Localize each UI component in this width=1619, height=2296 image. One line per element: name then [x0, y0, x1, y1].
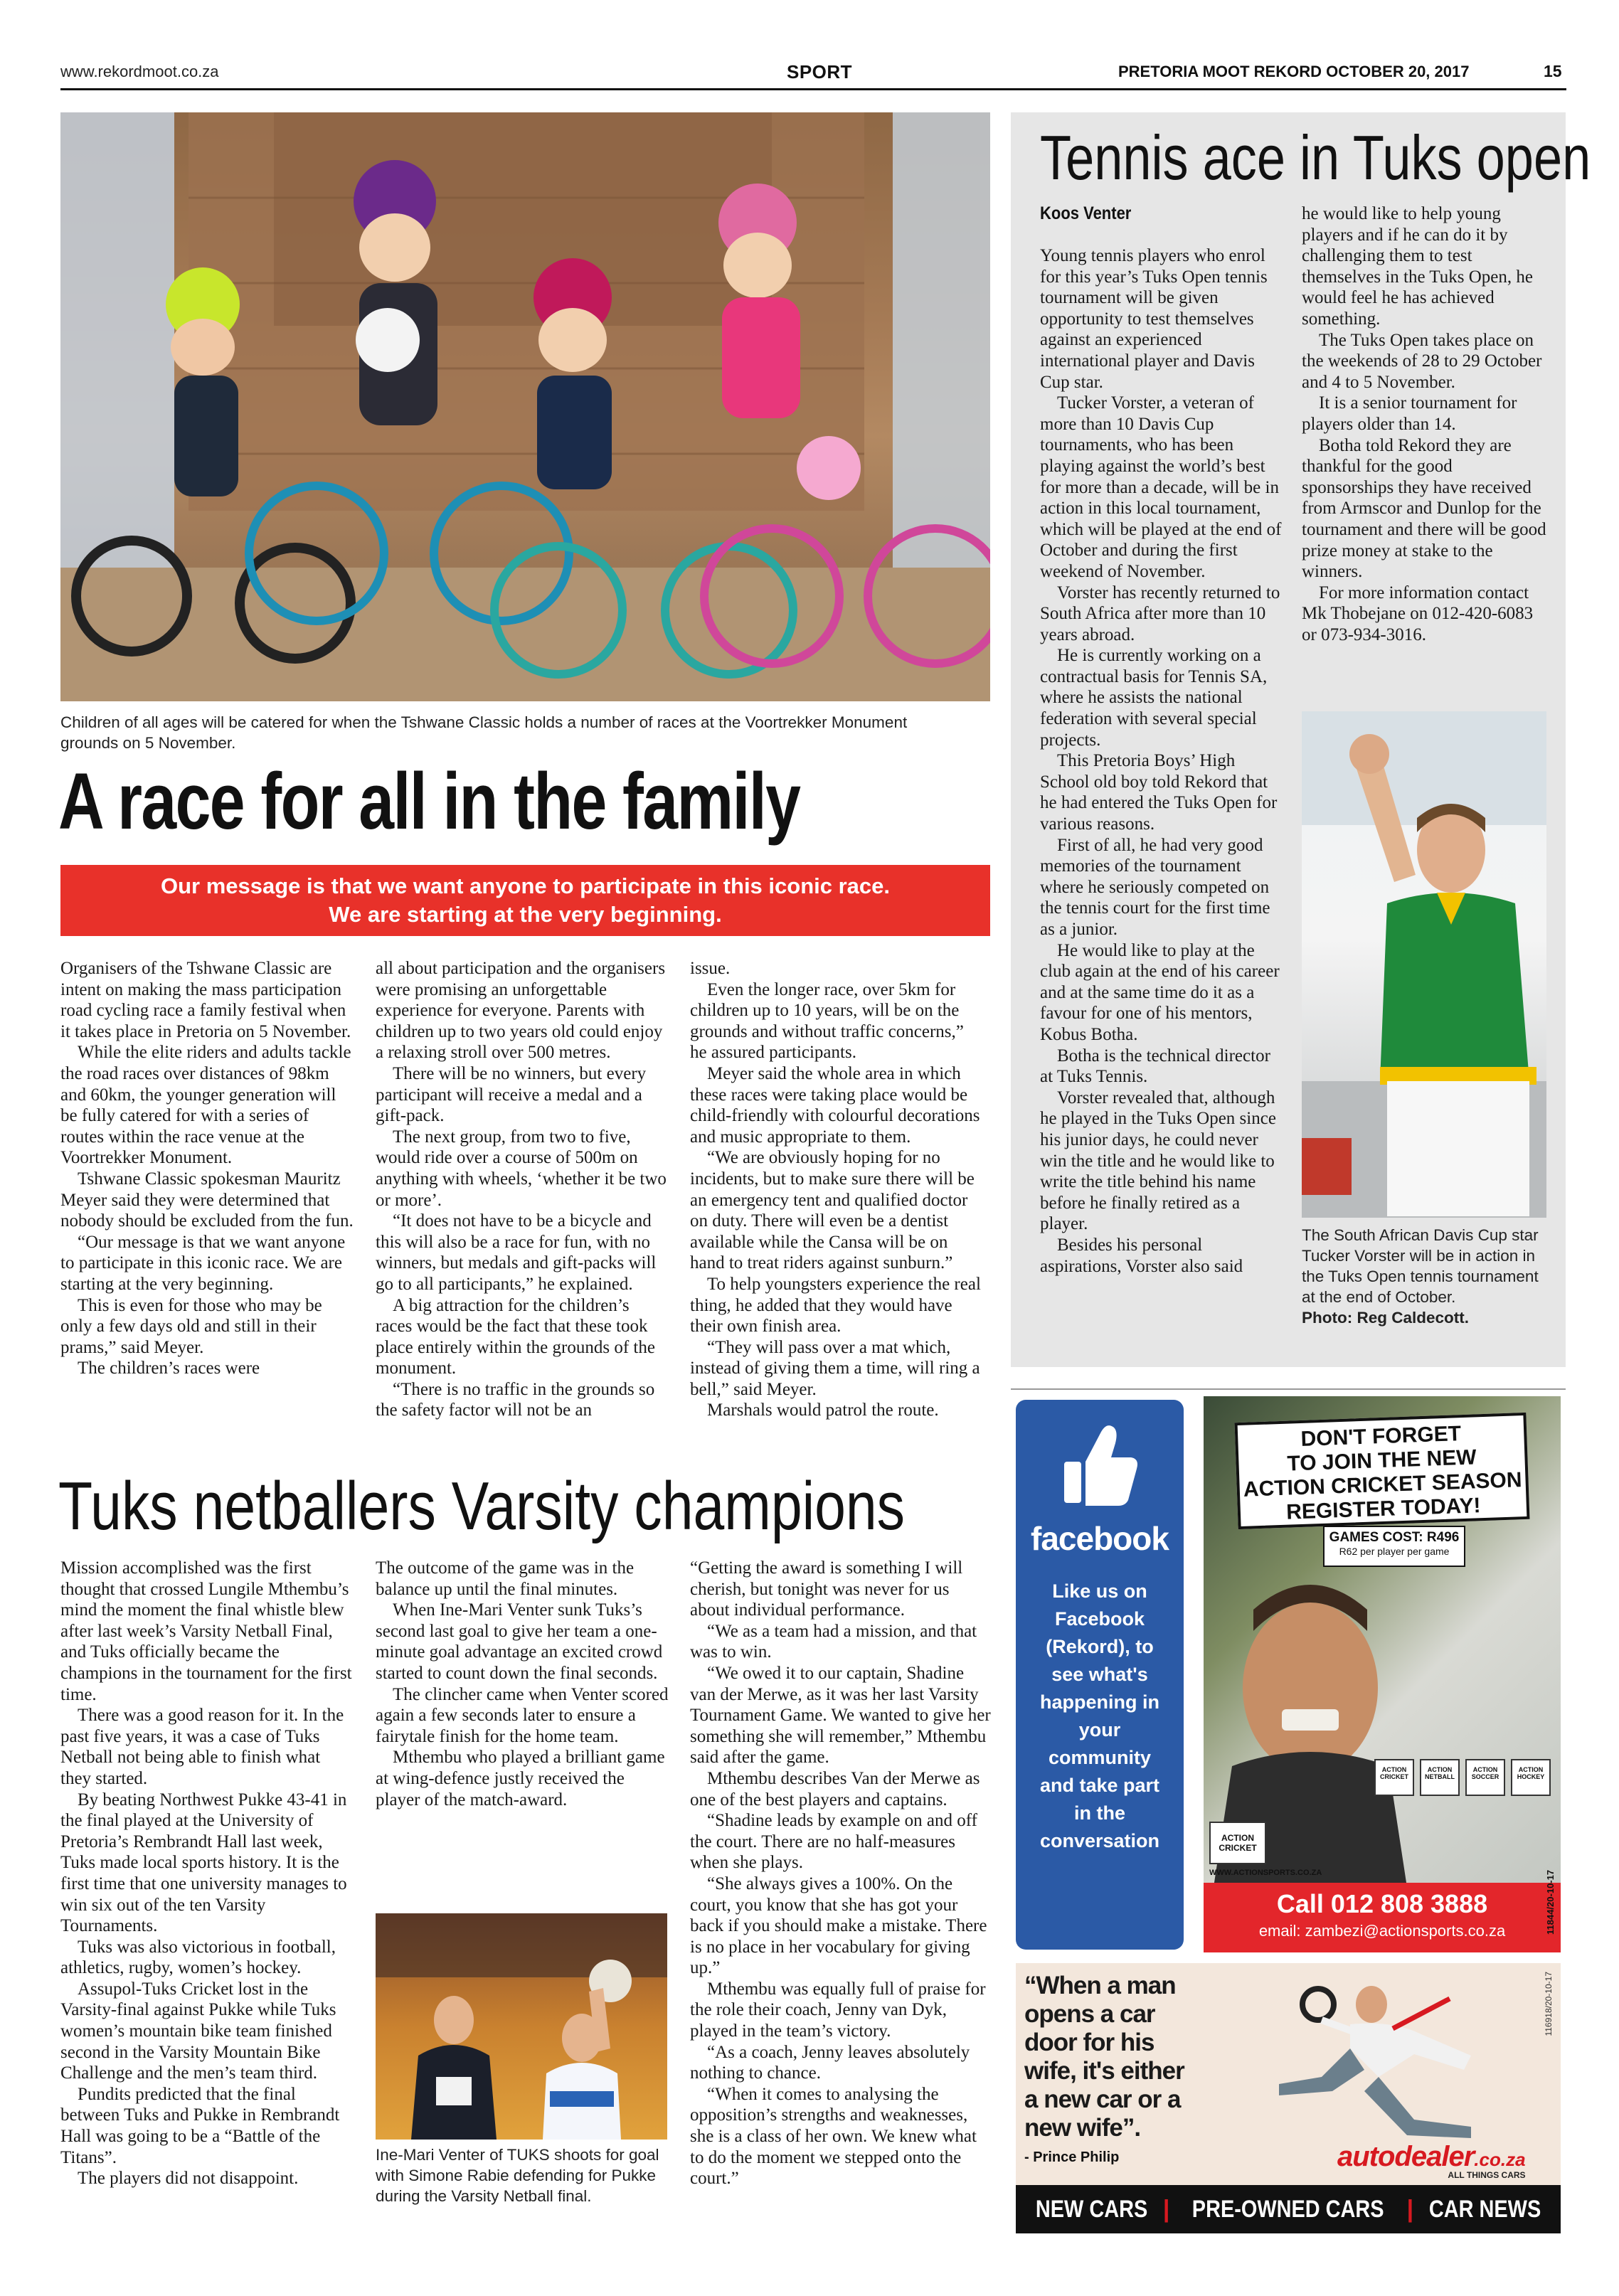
cricket-email[interactable]: email: zambezi@actionsports.co.za — [1258, 1922, 1506, 1940]
paragraph: Assupol-Tuks Cricket lost in the Varsity-final against Pukke while Tuks women’s mountain bike team finished second in the Varsity Mountain Bike Challenge and the men’s team third. — [60, 1979, 336, 2083]
paragraph: issue. — [690, 959, 731, 978]
cricket-contact-bar — [1204, 1883, 1561, 1952]
paragraph: Mthembu describes Van der Merwe as one of the best players and captains. — [690, 1768, 980, 1809]
site-url[interactable]: www.rekordmoot.co.za — [60, 63, 219, 80]
photo-credit: Photo: Reg Caldecott. — [1302, 1309, 1469, 1327]
paragraph: Marshals would patrol the route. — [707, 1401, 939, 1420]
tennis-photo-caption — [1302, 1225, 1551, 1328]
paragraph: He would like to play at the club again at the end of his career and at the same time do it as a favour for one of his mentors, Kobus Botha. — [1040, 940, 1280, 1044]
cricket-headline-line: TO JOIN THE NEW — [1286, 1445, 1477, 1476]
paragraph: While the elite riders and adults tackle the road races over distances of 98km and 60km, the younger generation will be fully catered for with a series of routes within the race venue at the Voortrekker Monument. — [60, 1043, 351, 1168]
netball-photo — [376, 1913, 667, 2140]
cricket-website[interactable]: WWW.ACTIONSPORTS.CO.ZA — [1209, 1869, 1322, 1877]
cricket-cost: GAMES COST: R496 — [1329, 1530, 1460, 1545]
paragraph: The Tuks Open takes place on the weekends of 28 to 29 October and 4 to 5 November. — [1302, 330, 1542, 392]
cricket-ad[interactable] — [1204, 1396, 1561, 1952]
race-col-2 — [376, 958, 669, 1421]
autodealer-logo-suffix: .co.za — [1474, 2149, 1526, 2170]
paragraph: Besides his personal aspirations, Vorster also said — [1040, 1235, 1243, 1276]
paragraph: Young tennis players who enrol for this year’s Tuks Open tennis tournament will be given opportunity to test themselves against an experienced international player and Davis Cup star. — [1040, 246, 1268, 392]
tennis-col-2 — [1302, 203, 1547, 645]
paragraph: “We owed it to our captain, Shadine van der Merwe, as it was her last Varsity Tournament Game. We wanted to give her something she will remember,” Mthembu said after the game. — [690, 1663, 991, 1768]
pull-quote-banner — [60, 865, 990, 936]
paragraph: “They will pass over a mat which, instead of giving them a time, will ring a bell,” said Meyer. — [690, 1337, 980, 1399]
tennis-headline: Tennis ace in Tuks open — [1040, 122, 1591, 193]
paragraph: Tshwane Classic spokesman Mauritz Meyer said they were determined that nobody should be excluded from the fun. — [60, 1169, 354, 1231]
photo-illustration — [60, 112, 990, 701]
paragraph: Organisers of the Tshwane Classic are intent on making the mass participation road cycling race a family festival when it takes place in Pretoria on 5 November. — [60, 959, 351, 1041]
netball-photo-caption: Ine-Mari Venter of TUKS shoots for goal with Simone Rabie defending for Pukke during the Varsity Netball final. — [376, 2146, 659, 2205]
paragraph: Even the longer race, over 5km for children up to 10 years, will be on the grounds and without traffic concerns,” he assured participants. — [690, 979, 964, 1063]
cricket-headline-line: DON'T FORGET — [1300, 1422, 1462, 1451]
section-name: SPORT — [787, 61, 853, 83]
facebook-ad[interactable] — [1016, 1400, 1184, 1950]
paragraph: The outcome of the game was in the balance up until the final minutes. — [376, 1558, 635, 1599]
paragraph: Botha told Rekord they are thankful for the good sponsorships they have received from Armscor and Dunlop for the tournament and there will be good prize money at stake to the winners. — [1302, 435, 1546, 582]
badge-action-soccer: ACTION SOCCER — [1465, 1759, 1505, 1796]
footer-preowned-cars[interactable]: PRE-OWNED CARS — [1192, 2195, 1384, 2223]
cycling-kids-photo — [60, 112, 990, 701]
paragraph: “When it comes to analysing the opposition’s strengths and weaknesses, she is a class of her own. We knew what to do the moment we stepped onto the court.” — [690, 2084, 977, 2189]
autodealer-quote: “When a man opens a car door for his wife, it's either a new car or a new wife”. — [1024, 1972, 1184, 2142]
paragraph: Mthembu was equally full of praise for the role their coach, Jenny van Dyk, played in the team’s victory. — [690, 1979, 986, 2041]
paragraph: The players did not disappoint. — [78, 2169, 299, 2189]
footer-divider: | — [1162, 2195, 1170, 2223]
paragraph: Mission accomplished was the first thought that crossed Lungile Mthembu’s mind the moment the final whistle blew after last week’s Varsity Netball Final, and Tuks officially became the champions in the tournament for the first time. — [60, 1558, 352, 1704]
paragraph: “It does not have to be a bicycle and this will also be a race for fun, with no winners, but medals and gift-packs will go to all participants,” he explained. — [376, 1211, 657, 1294]
paragraph: “As a coach, Jenny leaves absolutely nothing to chance. — [690, 2042, 970, 2083]
paragraph: Botha is the technical director at Tuks Tennis. — [1040, 1046, 1270, 1087]
cricket-headline-line: REGISTER TODAY! — [1285, 1494, 1482, 1524]
autodealer-tagline: ALL THINGS CARS — [1448, 2170, 1526, 2180]
netball-col-1 — [60, 1558, 354, 2189]
footer-new-cars[interactable]: NEW CARS — [1035, 2195, 1147, 2223]
ads-top-rule — [1011, 1388, 1566, 1390]
paragraph: The children’s races were — [78, 1359, 260, 1378]
tennis-col-1 — [1040, 245, 1282, 1277]
paragraph: Vorster revealed that, although he played in the Tuks Open since his junior days, he could never win the title and he would like to write the title behind his name before he finally retired as a player. — [1040, 1088, 1276, 1234]
paragraph: When Ine-Mari Venter sunk Tuks’s second last goal to give her team a one-minute goal advantage an excited crowd started to count down the final seconds. — [376, 1600, 663, 1683]
paragraph: Tucker Vorster, a veteran of more than 10 Davis Cup tournaments, who has been playing against the world’s best for more than a decade, will be in action in this local tournament, which will be played at the end of October and during the first weekend of November. — [1040, 393, 1282, 581]
paragraph: There was a good reason for it. In the past five years, it was a case of Tuks Netball not being able to finish what they started. — [60, 1706, 344, 1788]
tennis-byline: Koos Venter — [1040, 203, 1132, 223]
cricket-badges — [1374, 1759, 1552, 1796]
race-col-3 — [690, 958, 983, 1421]
paragraph: This Pretoria Boys’ High School old boy told Rekord that he had entered the Tuks Open for various reasons. — [1040, 751, 1278, 834]
cricket-phone[interactable]: Call 012 808 3888 — [1276, 1889, 1488, 1918]
header-rule — [60, 88, 1566, 90]
photo-illustration — [376, 1913, 667, 2140]
facebook-wordmark: facebook — [1031, 1520, 1169, 1557]
footer-car-news[interactable]: CAR NEWS — [1429, 2195, 1541, 2223]
thumbs-up-icon — [1057, 1418, 1142, 1510]
page-number: 15 — [1544, 62, 1562, 80]
paragraph: Meyer said the whole area in which these races were taking place would be child-friendly with colourful decorations and music appropriate to them. — [690, 1063, 980, 1147]
paragraph: It is a senior tournament for players older than 14. — [1302, 393, 1517, 434]
paragraph: Pundits predicted that the final between Tuks and Pukke in Rembrandt Hall was going to be a “Battle of the Titans”. — [60, 2084, 340, 2167]
cricket-cost-sub: R62 per player per game — [1339, 1546, 1450, 1557]
badge-action-hockey: ACTION HOCKEY — [1511, 1759, 1551, 1796]
steering-man-illustration — [1236, 1970, 1535, 2141]
paragraph: Tuks was also victorious in football, athletics, rugby, women’s hockey. — [60, 1937, 336, 1978]
pull-quote-line: We are starting at the very beginning. — [329, 902, 722, 927]
paragraph: To help youngsters experience the real thing, he added that they would have their own finish area. — [690, 1274, 981, 1336]
paragraph: By beating Northwest Pukke 43-41 in the final played at the University of Pretoria’s Rembrandt Hall last week, Tuks made local sports history. It is the first time that one university manages to win six out of the ten Varsity Tournaments. — [60, 1790, 347, 1936]
paragraph: Vorster has recently returned to South Africa after more than 10 years abroad. — [1040, 583, 1280, 644]
autodealer-logo[interactable] — [1337, 2141, 1526, 2180]
autodealer-attribution: - Prince Philip — [1024, 2149, 1120, 2165]
paragraph: “There is no traffic in the grounds so the safety factor will not be an — [376, 1379, 655, 1420]
photo-illustration — [1302, 711, 1546, 1218]
paragraph: he would like to help young players and if he can do it by challenging them to test themselves in the Tuks Open, he would feel he has achieved something. — [1302, 204, 1533, 329]
tennis-player-photo — [1302, 711, 1546, 1218]
race-col-1 — [60, 958, 354, 1379]
paragraph: For more information contact Mk Thobejane on 012-420-6083 or 073-934-3016. — [1302, 583, 1534, 644]
paragraph: “She always gives a 100%. On the court, you know that she has got your back if you should make a mistake. There is no place in her vocabulary for giving up.” — [690, 1874, 987, 1978]
action-cricket-logo: ACTION CRICKET — [1209, 1822, 1266, 1864]
paragraph: “We are obviously hoping for no incidents, but to make sure there will be an emergency tent and qualified doctor on duty. There will even be a dentist available while the Cansa will be on hand to treat riders against sunburn.” — [690, 1148, 975, 1273]
autodealer-ad-code: 116918/20-10-17 — [1544, 1972, 1554, 2036]
paragraph: The clincher came when Venter scored again a few seconds later to ensure a fairytale finish for the home team. — [376, 1684, 669, 1746]
netball-col-3 — [690, 1558, 992, 2189]
autodealer-logo-main: autodealer — [1337, 2141, 1475, 2172]
paragraph: He is currently working on a contractual basis for Tennis SA, where he assists the national federation with several special projects. — [1040, 646, 1268, 750]
paragraph: “Getting the award is something I will cherish, but tonight was never for us about individual performance. — [690, 1558, 963, 1620]
cricket-headline-line: ACTION CRICKET SEASON — [1243, 1468, 1522, 1502]
paragraph: all about participation and the organisers were promising an unforgettable experience for everyone. Parents with children up to two years old could enjoy a relaxing stroll over 500 metres. — [376, 959, 666, 1063]
footer-divider: | — [1406, 2195, 1414, 2223]
race-headline: A race for all in the family — [58, 757, 800, 846]
paragraph: There will be no winners, but every participant will receive a medal and a gift-pack. — [376, 1063, 647, 1126]
cricket-ad-code: 11844/20-10-17 — [1545, 1869, 1556, 1935]
pull-quote-line: Our message is that we want anyone to participate in this iconic race. — [160, 873, 890, 898]
badge-action-cricket: ACTION CRICKET — [1374, 1759, 1414, 1796]
paragraph: A big attraction for the children’s races would be the fact that these took place entirely within the grounds of the monument. — [376, 1295, 655, 1378]
autodealer-footer-bar — [1016, 2185, 1561, 2233]
paragraph: “We as a team had a mission, and that was to win. — [690, 1621, 977, 1662]
autodealer-ad[interactable] — [1016, 1963, 1561, 2233]
caption-text: The South African Davis Cup star Tucker Vorster will be in action in the Tuks Open tennis tournament at the end of October. — [1302, 1226, 1539, 1306]
paragraph: First of all, he had very good memories of the tournament where he seriously competed on the tennis court for the first time as a junior. — [1040, 835, 1270, 939]
paragraph: Mthembu who played a brilliant game at wing-defence justly received the player of the match-award. — [376, 1748, 665, 1809]
paragraph: “Our message is that we want anyone to participate in this iconic race. We are starting at the very beginning. — [60, 1232, 346, 1294]
paragraph: “Shadine leads by example on and off the court. There are no half-measures when she plays. — [690, 1811, 977, 1873]
facebook-ad-text: Like us on Facebook (Rekord), to see what's happening in your community and take part in the conversation — [1039, 1580, 1160, 1851]
publication-info: PRETORIA MOOT REKORD OCTOBER 20, 2017 — [1118, 63, 1470, 80]
netball-headline: Tuks netballers Varsity champions — [58, 1468, 906, 1544]
badge-action-netball: ACTION NETBALL — [1420, 1759, 1460, 1796]
netball-col-2 — [376, 1558, 669, 1810]
race-photo-caption: Children of all ages will be catered for when the Tshwane Classic holds a number of races at the Voortrekker Monument grounds on 5 November. — [60, 713, 908, 752]
paragraph: This is even for those who may be only a few days old and still in their prams,” said Meyer. — [60, 1295, 322, 1357]
paragraph: The next group, from two to five, would ride over a course of 500m on anything with wheels, ‘whether it be two or more’. — [376, 1127, 667, 1210]
